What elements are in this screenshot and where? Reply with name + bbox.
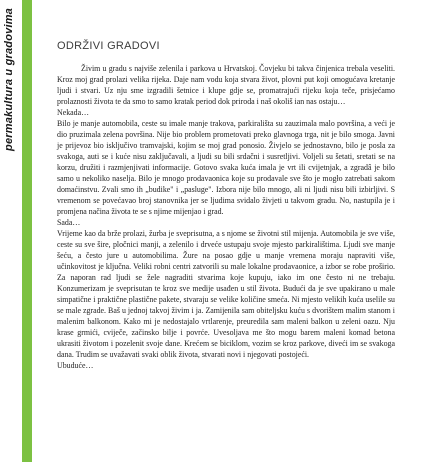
- green-accent-strip: [22, 0, 32, 462]
- paragraph-present: Vrijeme kao da brže prolazi, žurba je sveprisutna, a s njome se životni stil mijenja. Automobila je sve više, ceste su sve šire, pločnici manji, a zelenilo i drveće ustupaju svoje mjesto parkiralištima. Ljudi sve manje šeću, a često jure u automobilima. Žure na posao gdje u manje vremena moraju napraviti više, učinkovitost je ključna. Veliki robni centri zatvorili su male lokalne prodavaonice, a izbor se robe proširio. Za naporan rad ljudi se žele nagraditi stvarima koje kupuju, iako im one često ni ne trebaju. Konzumerizam je sveprisutan te kroz sve medije usađen u stil života. Budući da je sve upakirano u male simpatične i praktične plastične pakete, stvaraju se velike količine smeća. Ni mjesto velikih kuća uselile su se male zgrade. Baš u jednoj takvoj živim i ja. Zamijenila sam obiteljsku kuću s dvorištem malim stanom i malenim balkonom. Kako mi je nedostajalo vrtlarenje, preuredila sam maleni balkon u zeleni oazu. Nju krase grmići, cviječe, začinsko bilje i povrće. Uvesoljava me što mogu barem maleni komad betona ukrasiti životom i pozelenit svoje dane. Krećem se biciklom, vozim se kroz parkove, diveći im se svakoga dana. Trudim se uvažavati svaki oblik života, stvarati novi i njegovati postojeći.: [57, 229, 395, 359]
- article-title: ODRŽIVI GRADOVI: [57, 40, 160, 52]
- paragraph-past: Bilo je manje automobila, ceste su imale manje trakova, parkirališta su zauzimala malo površina, a veći je dio pruzimala zelena površina. Nije bio problem prometovati preko glavnoga trga, nit je bilo smoga. Javni je prijevoz bio isključivo tramvajski, kojim se moj grad ponosio. Živjelo se jednostavno, bilo je posla za svakoga, auti se i kuće nisu zaključavali, a ljudi su bili srdačni i susretljivi. Voljeli su šetati, sretati se na korzu, družiti i razmjenjivati informacije. Gotovo svaka kuća imala je vrt ili cvijetnjak, a zgradâ je bilo samo u nekoliko naselja. Bilo je mnogo prodavaonica koje su prodavale sve što je mogło zatrebati sakom domaćinstvu. Zvali smo ih „budike" i „pasluge". Izbora nije bilo mnogo, ali ni ljudi nisu bili izbirljivi. S vremenom se povećavao broj stanovnika jer se ljudima svidalo živjeti u takvom gradu. No, nastupila je i promjena načina života te se s njime mijenjao i grad.: [57, 119, 395, 216]
- article-body: [57, 63, 395, 371]
- sidebar-title: [3, 8, 19, 308]
- section-heading-future: Ubuduće…: [57, 361, 94, 370]
- paragraph-intro: Živim u gradu s najviše zelenila i parkova u Hrvatskoj. Čovjeku bi takva činjenica trebala veseliti. Kroz moj grad prolazi velika rijeka. Daje nam vodu koja stvara život, plovni put koji omogućava kretanje ljudi i stvari. Uz nju sme izgradili šetnice i klupe gdje se, promatrajući rijeku koja teče, prisjećamo prolaznosti života te da smo to samo kratak period dok priroda i naš okoliš ian nas ostaju…: [57, 64, 395, 106]
- section-heading-present: Sada…: [57, 218, 81, 227]
- sidebar-title-text: permakultura u gradovima: [3, 8, 15, 151]
- article: [57, 40, 395, 371]
- section-heading-past: Nekada…: [57, 108, 89, 117]
